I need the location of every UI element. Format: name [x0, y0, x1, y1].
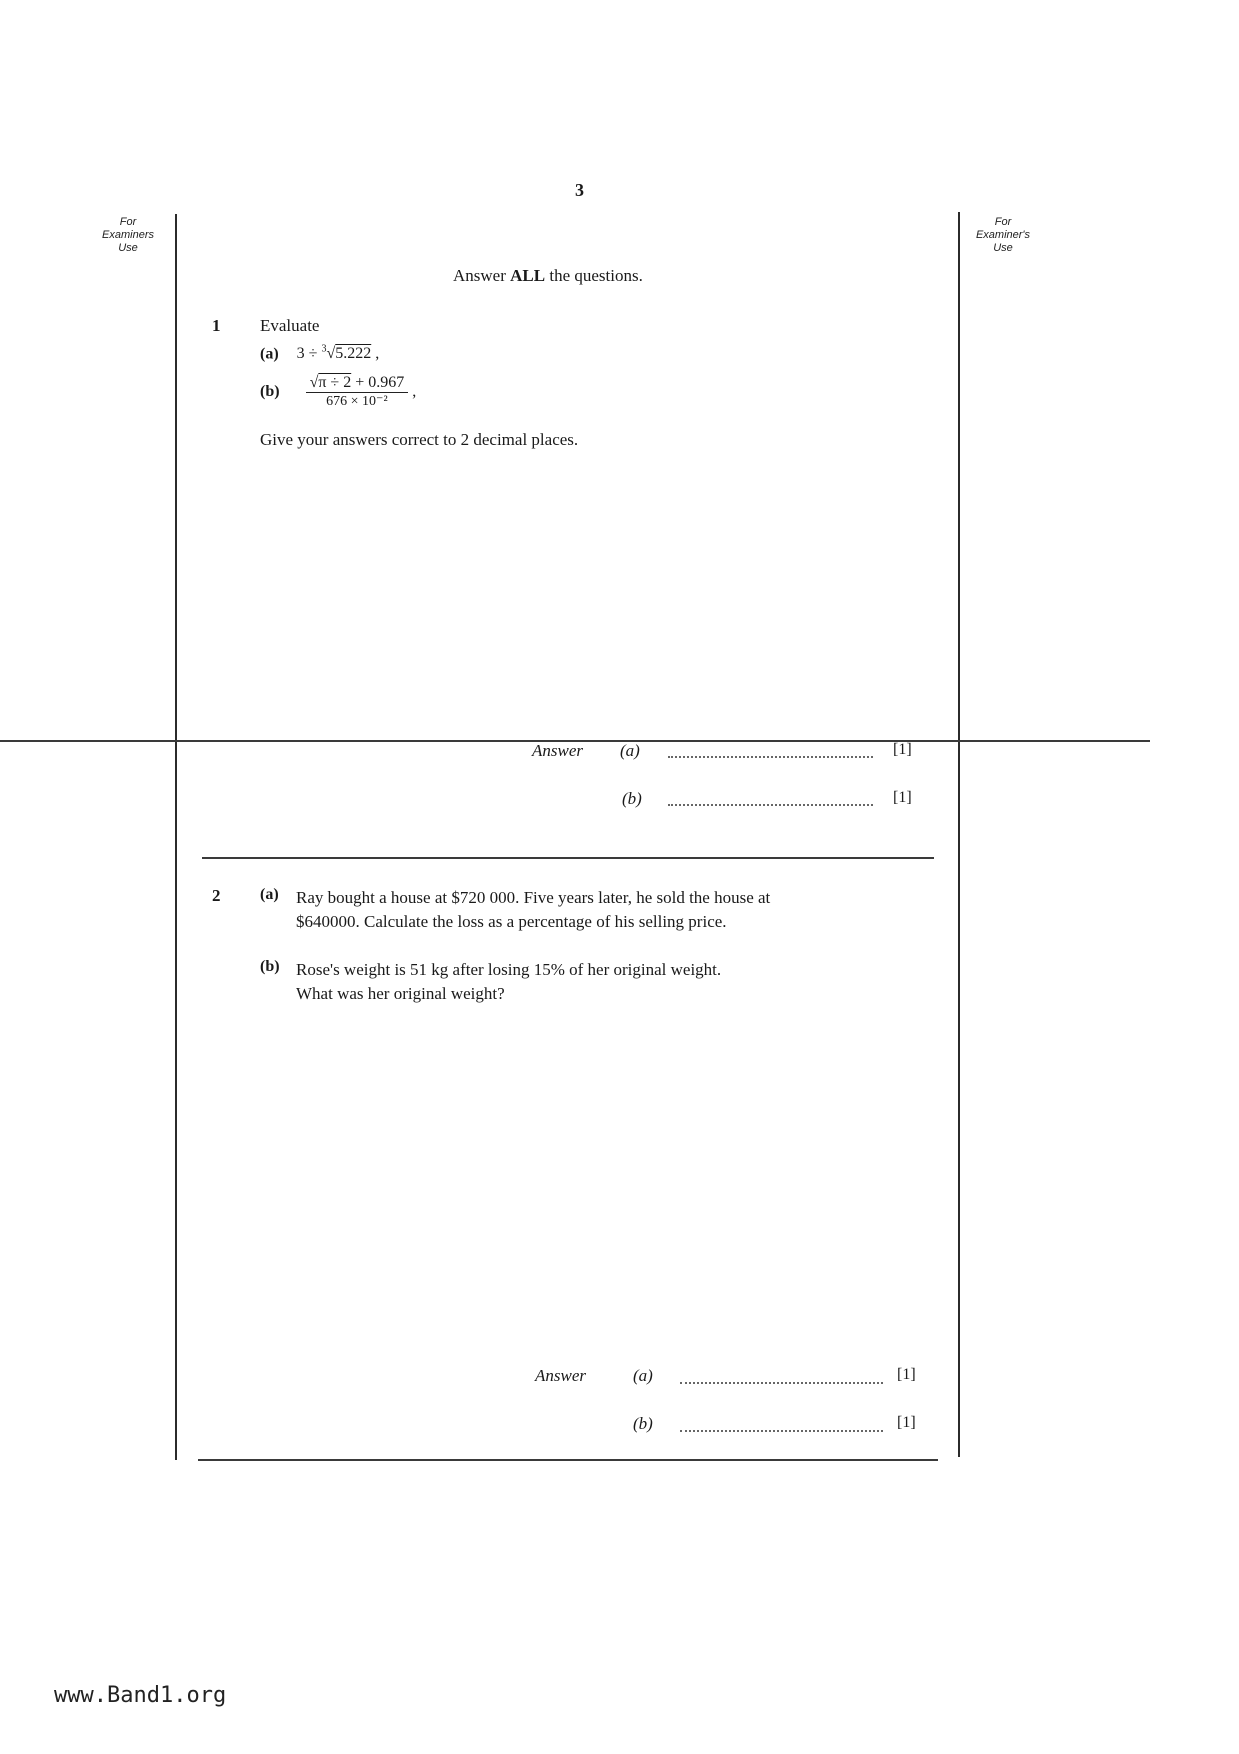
question-2a-line1: Ray bought a house at $720 000. Five years later, he sold the house at: [296, 888, 771, 907]
question-2-number: 2: [212, 886, 221, 905]
question-2b: [260, 958, 280, 976]
question-1-answer-label: Answer: [532, 741, 583, 760]
examiners-use-right-line2: Examiner's: [975, 229, 1031, 241]
separator-rule-bottom: [198, 1459, 938, 1461]
question-1-prompt: Evaluate: [260, 316, 320, 335]
question-1b-label: (b): [260, 383, 280, 400]
question-2a: [260, 886, 279, 904]
question-1-answer-b-field[interactable]: [668, 804, 873, 806]
instruction-suffix: the questions.: [545, 266, 643, 285]
question-1-mark-b: [1]: [893, 789, 912, 806]
examiners-use-left-line3: Use: [118, 242, 138, 254]
question-1-number: 1: [212, 316, 221, 335]
footer-url: www.Band1.org: [54, 1683, 227, 1708]
instruction-prefix: Answer: [453, 266, 511, 285]
question-2-answer-b-field[interactable]: [680, 1430, 883, 1432]
examiners-use-left-line2: Examiners: [102, 229, 154, 241]
question-2b-line1: Rose's weight is 51 kg after losing 15% of her original weight.: [296, 960, 722, 979]
question-1-mark-a: [1]: [893, 741, 912, 758]
question-1b-suffix: ,: [408, 383, 417, 400]
question-1b-fraction: [306, 374, 409, 410]
question-1b-denominator: 676 × 10⁻²: [326, 394, 388, 409]
question-1-answer-a-field[interactable]: [668, 756, 873, 758]
question-1a-prefix: 3 ÷: [296, 345, 322, 363]
instruction-emphasis: ALL: [510, 266, 546, 285]
question-2-answer-b-label: (b): [633, 1414, 653, 1433]
question-2a-label: (a): [260, 886, 279, 903]
question-2-answer-a-label: (a): [633, 1366, 653, 1385]
question-1b-numerator-rest: + 0.967: [351, 374, 405, 391]
instruction-heading: [453, 266, 643, 286]
question-2b-label: (b): [260, 958, 280, 975]
question-2-answer-a-field[interactable]: [680, 1382, 883, 1384]
examiners-use-right-line3: Use: [993, 242, 1013, 254]
question-2a-line2: $640000. Calculate the loss as a percentage of his selling price.: [296, 912, 727, 931]
question-1-instruction: Give your answers correct to 2 decimal places.: [260, 430, 579, 449]
question-1b: [260, 374, 416, 410]
question-1-answer-b-label: (b): [622, 789, 642, 808]
question-1a-radicand: 5.222: [335, 345, 372, 363]
separator-rule-q1-q2: [202, 857, 934, 859]
examiners-use-label-right: [958, 216, 1048, 255]
question-1a-label: (a): [260, 345, 279, 363]
question-1-answer-a-label: (a): [620, 741, 640, 760]
page-number: 3: [575, 180, 584, 200]
question-2b-line2: What was her original weight?: [296, 984, 505, 1003]
question-2-mark-b: [1]: [897, 1414, 916, 1431]
left-margin-rule: [175, 214, 177, 1460]
question-1b-numerator-radicand: π ÷ 2: [318, 374, 352, 391]
question-2-answer-label: Answer: [535, 1366, 586, 1385]
examiners-use-left-line1: For: [119, 216, 137, 228]
question-1a-root-index: 3: [321, 344, 327, 355]
examiners-use-right-line1: For: [994, 216, 1012, 228]
examiners-use-label-left: [83, 216, 173, 255]
question-2b-text: [296, 958, 721, 1006]
right-margin-rule: [958, 212, 960, 1457]
question-1a-expression: 3 ÷ $^3$√5.222 ,: [296, 344, 380, 363]
question-1a: [260, 344, 379, 363]
question-2-mark-a: [1]: [897, 1366, 916, 1383]
question-1b-numerator: √π ÷ 2 + 0.967: [306, 374, 409, 393]
question-2a-text: [296, 886, 770, 934]
question-1a-suffix: ,: [371, 345, 380, 363]
